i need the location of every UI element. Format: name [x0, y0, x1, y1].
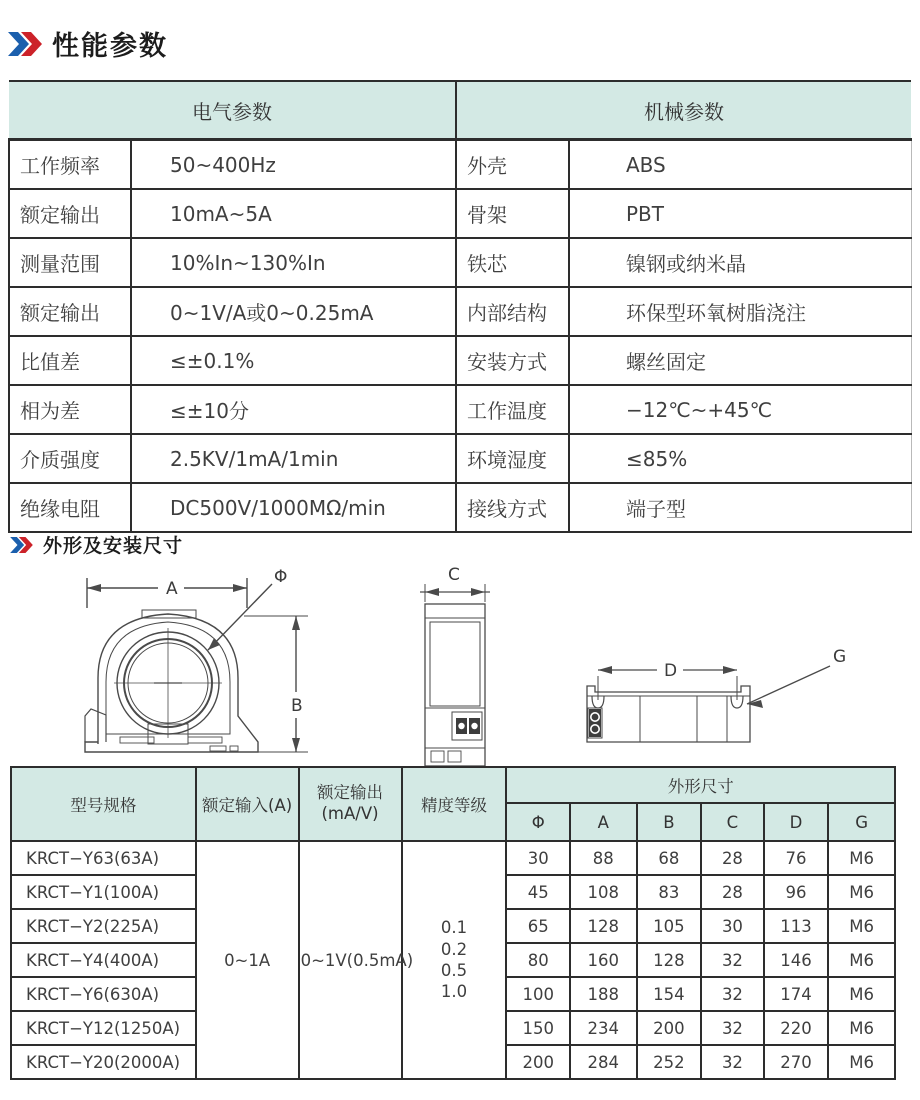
dim-cell: 154: [637, 977, 702, 1011]
col-rated-output-header: [299, 767, 402, 841]
dim-cell: 28: [701, 841, 764, 875]
spec-header-row: [9, 81, 911, 140]
param-value: 50~400Hz: [131, 140, 456, 190]
section-performance-title: [8, 24, 168, 63]
dim-cell: 68: [637, 841, 702, 875]
table-row: [9, 385, 911, 434]
dim-cell: 200: [637, 1011, 702, 1045]
section-dimensions-label: 外形及安装尺寸: [43, 535, 184, 557]
col-c-header: C: [701, 803, 764, 841]
dim-cell: 88: [570, 841, 637, 875]
mechanical-params-header: 机械参数: [456, 81, 911, 140]
dims-header-row-1: [11, 767, 895, 803]
table-row: [9, 140, 911, 190]
dim-cell: M6: [828, 1011, 895, 1045]
model-cell: KRCT−Y12(1250A): [11, 1011, 196, 1045]
param-value: 10%In~130%In: [131, 238, 456, 287]
col-dimensions-group-header: 外形尺寸: [506, 767, 895, 803]
rated-output-cell: 0~1V(0.5mA): [299, 841, 402, 1079]
section-dimensions-title: [10, 531, 183, 558]
param-label: 额定输出: [9, 189, 131, 238]
model-cell: KRCT−Y4(400A): [11, 943, 196, 977]
dim-cell: 252: [637, 1045, 702, 1079]
col-rated-input-header: 额定输入(A): [196, 767, 299, 841]
dim-cell: 32: [701, 1011, 764, 1045]
param-value: ≤85%: [569, 434, 911, 483]
dim-cell: 234: [570, 1011, 637, 1045]
param-label: 环境湿度: [456, 434, 569, 483]
dim-cell: 200: [506, 1045, 570, 1079]
dim-cell: M6: [828, 943, 895, 977]
param-value: −12℃~+45℃: [569, 385, 911, 434]
dim-cell: 32: [701, 943, 764, 977]
table-row: [9, 287, 911, 336]
accuracy-class: 0.5: [440, 961, 468, 980]
accuracy-class: 1.0: [440, 982, 468, 1002]
param-value: PBT: [569, 189, 911, 238]
table-row: [9, 189, 911, 238]
dim-cell: 146: [764, 943, 829, 977]
dim-cell: 45: [506, 875, 570, 909]
electrical-params-header: 电气参数: [9, 81, 456, 140]
param-value: ≤±10分: [131, 385, 456, 434]
col-d-header: D: [764, 803, 829, 841]
param-label: 额定输出: [9, 287, 131, 336]
model-cell: KRCT−Y6(630A): [11, 977, 196, 1011]
double-chevron-icon: [8, 32, 42, 56]
param-label: 内部结构: [456, 287, 569, 336]
param-label: 测量范围: [9, 238, 131, 287]
dim-cell: M6: [828, 875, 895, 909]
dim-cell: 174: [764, 977, 829, 1011]
col-g-header: G: [828, 803, 895, 841]
col-b-header: B: [637, 803, 702, 841]
dim-cell: 113: [764, 909, 829, 943]
dim-cell: 220: [764, 1011, 829, 1045]
col-accuracy-header: 精度等级: [402, 767, 507, 841]
dim-cell: 30: [506, 841, 570, 875]
accuracy-cell: [402, 841, 507, 1079]
table-row: [9, 238, 911, 287]
param-value: ABS: [569, 140, 911, 190]
dim-cell: 128: [637, 943, 702, 977]
dimension-table: [10, 766, 896, 1080]
table-row: [11, 841, 895, 875]
param-value: 2.5KV/1mA/1min: [131, 434, 456, 483]
dim-cell: 100: [506, 977, 570, 1011]
dim-label-phi: Φ: [274, 567, 288, 587]
dim-cell: M6: [828, 909, 895, 943]
param-value: 环保型环氧树脂浇注: [569, 287, 911, 336]
param-value: ≤±0.1%: [131, 336, 456, 385]
param-label: 工作频率: [9, 140, 131, 190]
dim-cell: M6: [828, 841, 895, 875]
dim-cell: 83: [637, 875, 702, 909]
col-a-header: A: [570, 803, 637, 841]
dim-cell: 28: [701, 875, 764, 909]
param-value: DC500V/1000MΩ/min: [131, 483, 456, 532]
param-label: 工作温度: [456, 385, 569, 434]
param-value: 端子型: [569, 483, 911, 532]
dim-cell: 65: [506, 909, 570, 943]
front-view-drawing: [62, 566, 317, 766]
dim-label-g: G: [833, 647, 847, 667]
table-row: [9, 336, 911, 385]
accuracy-class: 0.2: [440, 939, 468, 959]
dim-cell: M6: [828, 1045, 895, 1079]
side-view-drawing: [400, 566, 512, 771]
param-label: 铁芯: [456, 238, 569, 287]
dim-cell: 128: [570, 909, 637, 943]
col-phi-header: Φ: [506, 803, 570, 841]
param-label: 介质强度: [9, 434, 131, 483]
param-label: 相为差: [9, 385, 131, 434]
dim-cell: 80: [506, 943, 570, 977]
table-row: [9, 483, 911, 532]
model-cell: KRCT−Y63(63A): [11, 841, 196, 875]
param-value: 0~1V/A或0~0.25mA: [131, 287, 456, 336]
rated-output-line2: (mA/V): [321, 804, 379, 823]
dim-label-a: A: [166, 579, 178, 599]
param-label: 接线方式: [456, 483, 569, 532]
model-cell: KRCT−Y20(2000A): [11, 1045, 196, 1079]
model-cell: KRCT−Y2(225A): [11, 909, 196, 943]
bottom-view-drawing: [575, 638, 890, 758]
rated-output-line1: 额定输出: [317, 783, 384, 803]
dim-cell: 270: [764, 1045, 829, 1079]
param-label: 安装方式: [456, 336, 569, 385]
dim-cell: 188: [570, 977, 637, 1011]
dim-label-d: D: [664, 661, 678, 681]
param-value: 镍钢或纳米晶: [569, 238, 911, 287]
param-label: 比值差: [9, 336, 131, 385]
dim-label-b: B: [291, 696, 303, 716]
accuracy-class: 0.1: [440, 918, 468, 938]
param-label: 骨架: [456, 189, 569, 238]
spec-table: [8, 80, 912, 533]
dim-cell: 284: [570, 1045, 637, 1079]
dim-cell: 30: [701, 909, 764, 943]
dim-cell: M6: [828, 977, 895, 1011]
dim-cell: 32: [701, 977, 764, 1011]
param-label: 绝缘电阻: [9, 483, 131, 532]
dim-label-c: C: [448, 566, 460, 585]
dim-cell: 105: [637, 909, 702, 943]
dim-cell: 108: [570, 875, 637, 909]
rated-input-cell: 0~1A: [196, 841, 299, 1079]
dim-cell: 96: [764, 875, 829, 909]
col-model-header: 型号规格: [11, 767, 196, 841]
model-cell: KRCT−Y1(100A): [11, 875, 196, 909]
double-chevron-icon: [10, 537, 33, 553]
dim-cell: 32: [701, 1045, 764, 1079]
param-value: 螺丝固定: [569, 336, 911, 385]
param-value: 10mA~5A: [131, 189, 456, 238]
dim-cell: 76: [764, 841, 829, 875]
section-performance-label: 性能参数: [52, 31, 168, 62]
dim-cell: 160: [570, 943, 637, 977]
table-row: [9, 434, 911, 483]
param-label: 外壳: [456, 140, 569, 190]
dim-cell: 150: [506, 1011, 570, 1045]
